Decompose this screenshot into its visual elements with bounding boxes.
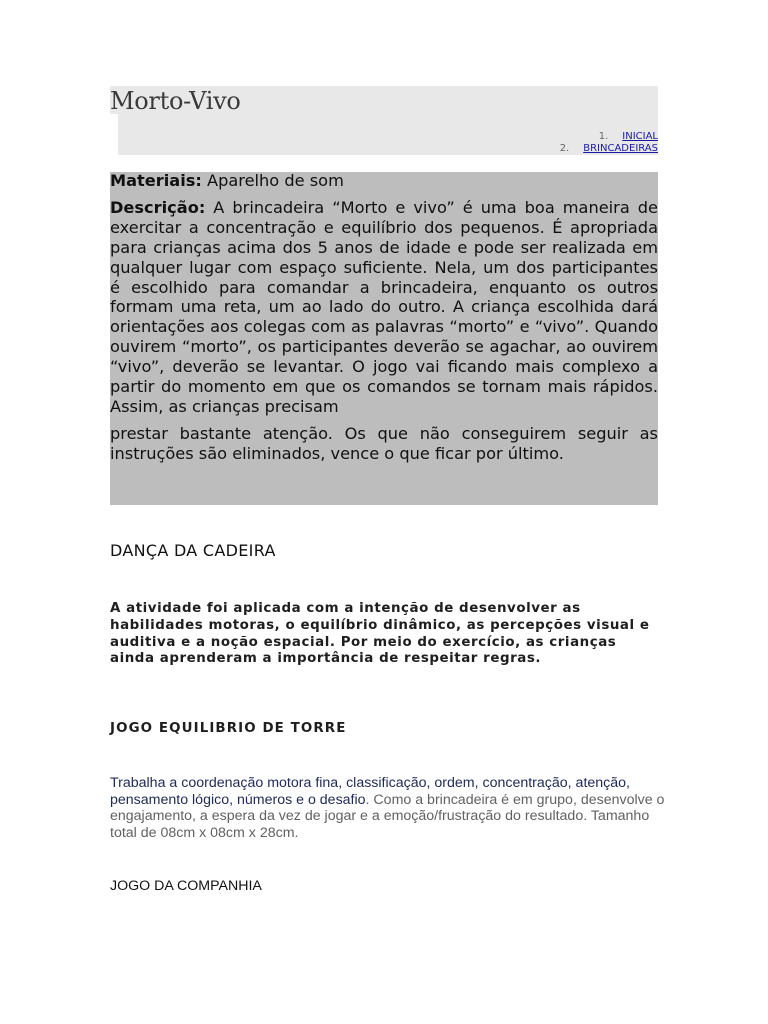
morto-vivo-content <box>110 171 658 464</box>
torre-text-light: . Como a brincadeira é em grupo, desenvolve o engajamento, a espera da vez de jogar e a emoção/frustração do resultado. Tamanho total de 08cm x 08cm x 28cm. <box>110 791 665 842</box>
companhia-heading: JOGO DA COMPANHIA <box>110 878 262 894</box>
description-tail-paragraph: prestar bastante atenção. Os que não conseguirem seguir as instruções são eliminados, vence o que ficar por último. <box>110 423 658 463</box>
materials-paragraph <box>110 171 658 191</box>
materials-text: Aparelho de som <box>201 171 344 190</box>
description-paragraph <box>110 198 658 417</box>
breadcrumb-number: 2. <box>559 142 570 154</box>
torre-paragraph <box>110 775 670 842</box>
breadcrumb-link-brincadeiras[interactable]: BRINCADEIRAS <box>583 142 658 154</box>
danca-paragraph: A atividade foi aplicada com a intenção de desenvolver as habilidades motoras, o equilíbrio dinâmico, as percepções visual e auditiva e a noção espacial. Por meio do exercício, as crianças ainda aprenderam a importância de respeitar regras. <box>110 601 650 667</box>
page-title: Morto-Vivo <box>110 87 241 115</box>
breadcrumb-item-inicial <box>560 131 658 143</box>
materials-label: Materiais: <box>110 171 202 190</box>
torre-heading: JOGO EQUILIBRIO DE TORRE <box>110 721 347 736</box>
description-text: A brincadeira “Morto e vivo” é uma boa maneira de exercitar a concentração e equilíbrio dos pequenos. É apropriada para crianças acima dos 5 anos de idade e pode ser realizada em qualquer lugar com espaço suficiente. Nela, um dos participantes é escolhido para comandar a brincadeira, enquanto os outros formam uma reta, um ao lado do outro. A criança escolhida dará orientações aos colegas com as palavras “morto” e “vivo”. Quando ouvirem “morto”, os participantes deverão se agachar, ao ouvirem “vivo”, deverão se levantar. O jogo vai ficando mais complexo a partir do momento em que os comandos se tornam mais rápidos. Assim, as crianças precisam <box>110 197 658 416</box>
danca-heading: DANÇA DA CADEIRA <box>110 541 276 560</box>
breadcrumb-link-inicial[interactable]: INICIAL <box>622 131 658 142</box>
breadcrumb <box>560 131 658 154</box>
breadcrumb-item-brincadeiras <box>560 143 658 155</box>
breadcrumb-number: 1. <box>598 131 609 142</box>
description-label: Descrição: <box>110 197 206 217</box>
header-notch <box>110 114 118 155</box>
torre-text-dark: Trabalha a coordenação motora fina, classificação, ordem, concentração, atenção, pensamento lógico, números e o desafio <box>110 775 630 808</box>
